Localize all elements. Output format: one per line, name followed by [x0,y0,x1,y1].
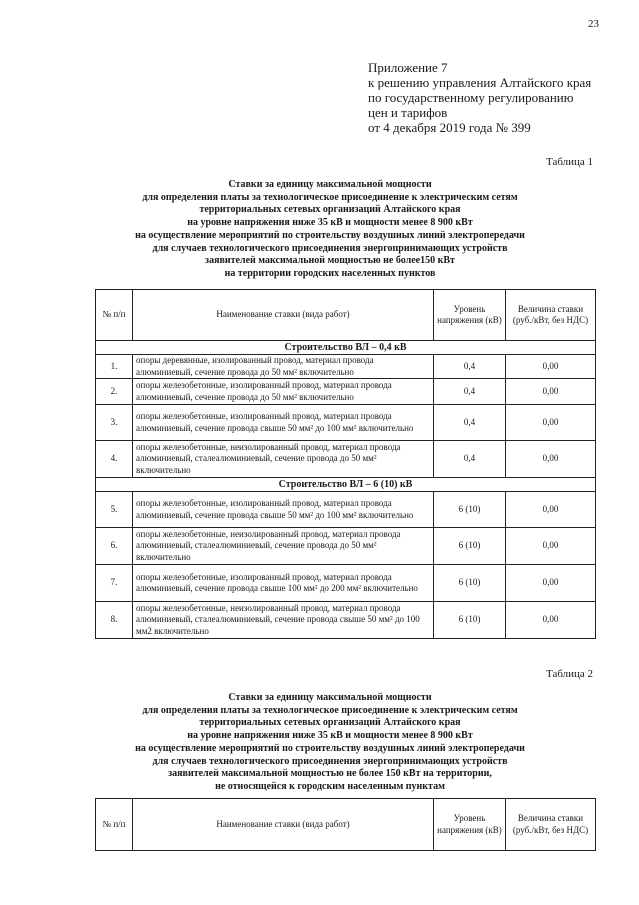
header-name: Наименование ставки (вида работ) [133,290,434,341]
row-value: 0,00 [506,355,596,379]
appendix-line: от 4 декабря 2019 года № 399 [368,120,531,135]
row-name: опоры железобетонные, изолированный провод, материал провода алюминиевый, сечение провода свыше 50 мм² до 100 мм² включительно [133,405,434,441]
table2-title-line: не относящейся к городским населенным пунктам [215,780,445,792]
row-num: 6. [96,528,133,565]
row-num: 4. [96,441,133,478]
header-value: Величина ставки (руб./кВт, без НДС) [506,290,596,341]
appendix-line: по государственному регулированию [368,90,574,105]
table2 [95,798,596,851]
row-value: 0,00 [506,405,596,441]
table2-label: Таблица 2 [546,668,594,680]
header-value: Величина ставки (руб./кВт, без НДС) [506,799,596,851]
page-number: 23 [588,18,599,30]
row-voltage: 0,4 [434,441,506,478]
header-name: Наименование ставки (вида работ) [133,799,434,851]
table-row [96,565,596,602]
row-voltage: 6 (10) [434,528,506,565]
table2-title-line: на осуществление мероприятий по строительству воздушных линий электропередачи [135,742,525,754]
appendix-line: цен и тарифов [368,105,448,120]
row-voltage: 0,4 [434,379,506,405]
appendix-line: Приложение 7 [368,60,448,75]
row-value: 0,00 [506,441,596,478]
table2-title-line: территориальных сетевых организаций Алтайского края [199,717,461,729]
table-row [96,379,596,405]
appendix-block [368,60,591,135]
table2-title-line: для определения платы за технологическое присоединение к электрическим сетям [142,704,518,716]
table-row [96,441,596,478]
table1 [95,289,596,639]
table1-title-line: на осуществление мероприятий по строительству воздушных линий электропередачи [135,229,525,241]
row-voltage: 6 (10) [434,565,506,602]
section-row [96,478,596,492]
table2-title-line: заявителей максимальной мощностью не более 150 кВт на территории, [168,768,492,780]
table2-title-line: на уровне напряжения ниже 35 кВ и мощности менее 8 900 кВт [187,730,473,742]
row-value: 0,00 [506,565,596,602]
table1-title-line: на территории городских населенных пунктов [224,267,436,279]
table1-title [100,179,560,281]
table1-label: Таблица 1 [546,156,594,168]
section-title: Строительство ВЛ – 6 (10) кВ [96,478,596,492]
row-voltage: 0,4 [434,355,506,379]
table2-title-line: Ставки за единицу максимальной мощности [228,692,432,703]
table-row [96,355,596,379]
row-name: опоры железобетонные, изолированный провод, материал провода алюминиевый, сечение провода свыше 100 мм² до 200 мм² включительно [133,565,434,602]
row-value: 0,00 [506,528,596,565]
row-num: 2. [96,379,133,405]
row-num: 3. [96,405,133,441]
table2-title [100,692,560,794]
table-header-row [96,799,596,851]
table1-title-line: на уровне напряжения ниже 35 кВ и мощности менее 8 900 кВт [187,217,473,229]
header-num: № п/п [96,290,133,341]
table1-title-line: территориальных сетевых организаций Алтайского края [199,204,461,216]
row-voltage: 0,4 [434,405,506,441]
row-name: опоры железобетонные, неизолированный провод, материал провода алюминиевый, сталеалюминиевый, сечение провода до 50 мм² включительно [133,441,434,478]
table2-title-line: для случаев технологического присоединения энергопринимающих устройств [152,755,508,767]
header-voltage: Уровень напряжения (кВ) [434,799,506,851]
row-name: опоры деревянные, изолированный провод, материал провода алюминиевый, сечение провода до 50 мм² включительно [133,355,434,379]
header-voltage: Уровень напряжения (кВ) [434,290,506,341]
row-value: 0,00 [506,379,596,405]
row-voltage: 6 (10) [434,492,506,528]
table-header-row [96,290,596,341]
table-row [96,492,596,528]
row-name: опоры железобетонные, изолированный провод, материал провода алюминиевый, сечение провода свыше 50 мм² до 100 мм² включительно [133,492,434,528]
table1-title-line: Ставки за единицу максимальной мощности [228,179,432,190]
row-name: опоры железобетонные, неизолированный провод, материал провода алюминиевый, сталеалюминиевый, сечение провода до 50 мм² включительно [133,528,434,565]
row-name: опоры железобетонные, неизолированный провод, материал провода алюминиевый, сталеалюминиевый, сечение провода свыше 50 мм² до 100 мм2 включительно [133,602,434,639]
table-row [96,602,596,639]
row-num: 1. [96,355,133,379]
row-num: 5. [96,492,133,528]
table1-title-line: для определения платы за технологическое присоединение к электрическим сетям [142,191,518,203]
table-row [96,405,596,441]
table-row [96,528,596,565]
table1-title-line: для случаев технологического присоединения энергопринимающих устройств [152,242,508,254]
header-num: № п/п [96,799,133,851]
appendix-line: к решению управления Алтайского края [368,75,592,90]
row-name: опоры железобетонные, изолированный провод, материал провода алюминиевый, сечение провода до 50 мм² включительно [133,379,434,405]
row-value: 0,00 [506,602,596,639]
table1-title-line: заявителей максимальной мощностью не более150 кВт [205,255,455,267]
row-voltage: 6 (10) [434,602,506,639]
row-num: 8. [96,602,133,639]
row-value: 0,00 [506,492,596,528]
section-row [96,341,596,355]
section-title: Строительство ВЛ – 0,4 кВ [96,341,596,355]
row-num: 7. [96,565,133,602]
